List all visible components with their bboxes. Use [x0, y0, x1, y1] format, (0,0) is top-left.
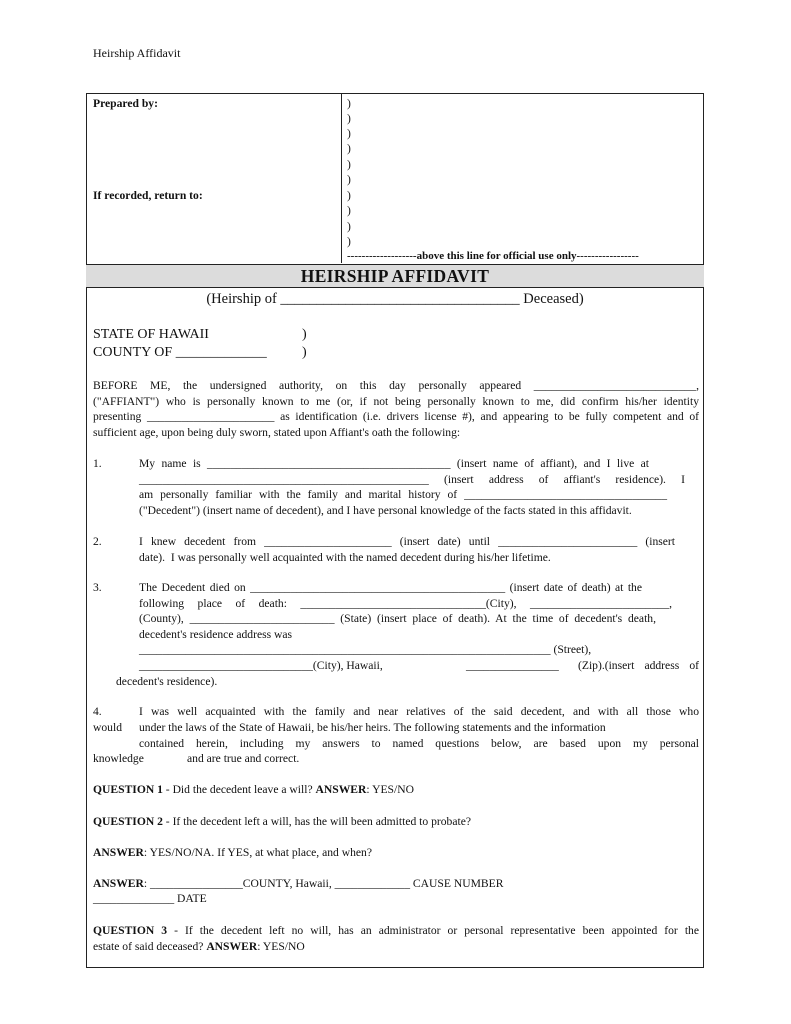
- prepared-by-label: Prepared by:: [93, 97, 158, 110]
- question-label: QUESTION 1: [93, 783, 163, 796]
- question-text: estate of said deceased?: [93, 940, 207, 953]
- state-label: STATE OF HAWAII: [93, 327, 209, 342]
- item-3-residence: decedent's residence).: [116, 675, 218, 688]
- answer-2: [93, 845, 699, 861]
- item-line: ("Decedent") (insert name of decedent), and I have personal knowledge of the facts stated in this affidavit.: [139, 503, 632, 517]
- item-3-zip-blank: ________________: [466, 659, 559, 672]
- answer-text: : YES/NO/NA. If YES, at what place, and when?: [143, 846, 372, 859]
- recording-paren: ): [347, 142, 351, 155]
- item-line: decedent's residence address was: [139, 627, 293, 641]
- item-3: [139, 580, 699, 658]
- recording-paren: ): [347, 204, 351, 217]
- item-line: under the laws of the State of Hawaii, be his/her heirs. The following statements and the information: [139, 721, 606, 734]
- item-line: following place of death: ________________________________(City), ________________________,: [139, 596, 672, 610]
- answer-text: : ________________COUNTY, Hawaii, _____________ CAUSE NUMBER: [143, 877, 504, 890]
- question-label: QUESTION 3: [93, 924, 168, 937]
- intro-line: BEFORE ME, the undersigned authority, on this day personally appeared ____________________________,: [93, 379, 699, 392]
- question-3-line: [93, 923, 699, 939]
- item-line: date). I was personally well acquainted with the named decedent during his/her lifetime.: [139, 550, 551, 564]
- item-number: 1.: [93, 457, 102, 470]
- item-line: The Decedent died on ____________________________________________ (insert date of death) at the: [139, 581, 642, 594]
- form-frame: [86, 93, 704, 968]
- official-use-line: -------------------above this line for official use only-----------------: [347, 250, 639, 262]
- item-line: contained herein, including my answers to named questions below, are based upon my personal: [139, 737, 699, 750]
- county-label: COUNTY OF _____________: [93, 345, 267, 360]
- intro-line: presenting ______________________ as identification (i.e. drivers license #), and appearing to be fully competent and of: [93, 410, 699, 423]
- answer-text: : YES/NO: [366, 783, 414, 796]
- recording-paren: ): [347, 112, 351, 125]
- recording-paren: ): [347, 220, 351, 233]
- item-line: am personally familiar with the family and marital history of ___________________________________: [139, 488, 667, 501]
- answer-label: ANSWER: [206, 940, 258, 953]
- item-line: My name is __________________________________________ (insert name of affiant), and I live at: [139, 457, 649, 470]
- answer-label: ANSWER: [93, 877, 144, 890]
- running-head: Heirship Affidavit: [93, 46, 181, 60]
- item-line: knowledge: [93, 752, 144, 765]
- recording-paren: ): [347, 97, 351, 110]
- recording-paren: ): [347, 189, 351, 202]
- item-3-city-line: ______________________________(City), Hawaii,: [139, 659, 383, 672]
- question-label: QUESTION 2: [93, 815, 163, 828]
- item-line: would: [93, 721, 122, 734]
- recording-paren: ): [347, 158, 351, 171]
- item-line: I knew decedent from ______________________ (insert date) until ________________________ (insert: [139, 535, 675, 548]
- answer-probate: [93, 876, 699, 892]
- item-number: 2.: [93, 535, 102, 548]
- question-2: [93, 814, 699, 830]
- intro-paragraph: [93, 378, 699, 440]
- question-1: [93, 782, 699, 798]
- state-paren: ): [302, 327, 307, 342]
- answer-probate-date: ______________ DATE: [93, 892, 207, 905]
- question-3-cont: [93, 939, 699, 955]
- item-3-zip-label: (Zip).(insert address of: [578, 659, 699, 672]
- item-1: [139, 456, 699, 518]
- item-line: _______________________________________________________________________ (Street),: [139, 643, 592, 656]
- item-line: __________________________________________________ (insert address of affiant's residence). I: [139, 472, 685, 486]
- return-to-label: If recorded, return to:: [93, 189, 203, 202]
- question-text: - Did the decedent leave a will?: [162, 783, 316, 796]
- answer-label: ANSWER: [315, 783, 367, 796]
- page-title: HEIRSHIP AFFIDAVIT: [300, 266, 490, 286]
- answer-label: ANSWER: [93, 846, 144, 859]
- recording-paren: ): [347, 173, 351, 186]
- recording-paren: ): [347, 127, 351, 140]
- answer-text: : YES/NO: [257, 940, 305, 953]
- county-paren: ): [302, 345, 307, 360]
- heirship-subtitle: (Heirship of _________________________________ Deceased): [206, 291, 584, 307]
- item-line: I was well acquainted with the family and near relatives of the said decedent, and with all those who: [139, 705, 699, 718]
- question-text: - If the decedent left no will, has an administrator or personal representative been appointed for the: [167, 924, 699, 937]
- item-number: 4.: [93, 705, 102, 718]
- intro-line: sufficient age, upon being duly sworn, stated upon Affiant's oath the following:: [93, 425, 461, 439]
- intro-line: ("AFFIANT") who is personally known to me (or, if not being personally known to me, did confirm his/her identity: [93, 394, 699, 408]
- header-divider: [341, 93, 342, 263]
- item-line: (County), _________________________ (State) (insert place of death). At the time of decedent's death,: [139, 612, 656, 625]
- item-2: [139, 534, 699, 565]
- item-number: 3.: [93, 581, 102, 594]
- item-line: and are true and correct.: [187, 752, 300, 765]
- question-text: - If the decedent left a will, has the will been admitted to probate?: [162, 815, 471, 828]
- recording-paren: ): [347, 235, 351, 248]
- question-3: [93, 923, 699, 939]
